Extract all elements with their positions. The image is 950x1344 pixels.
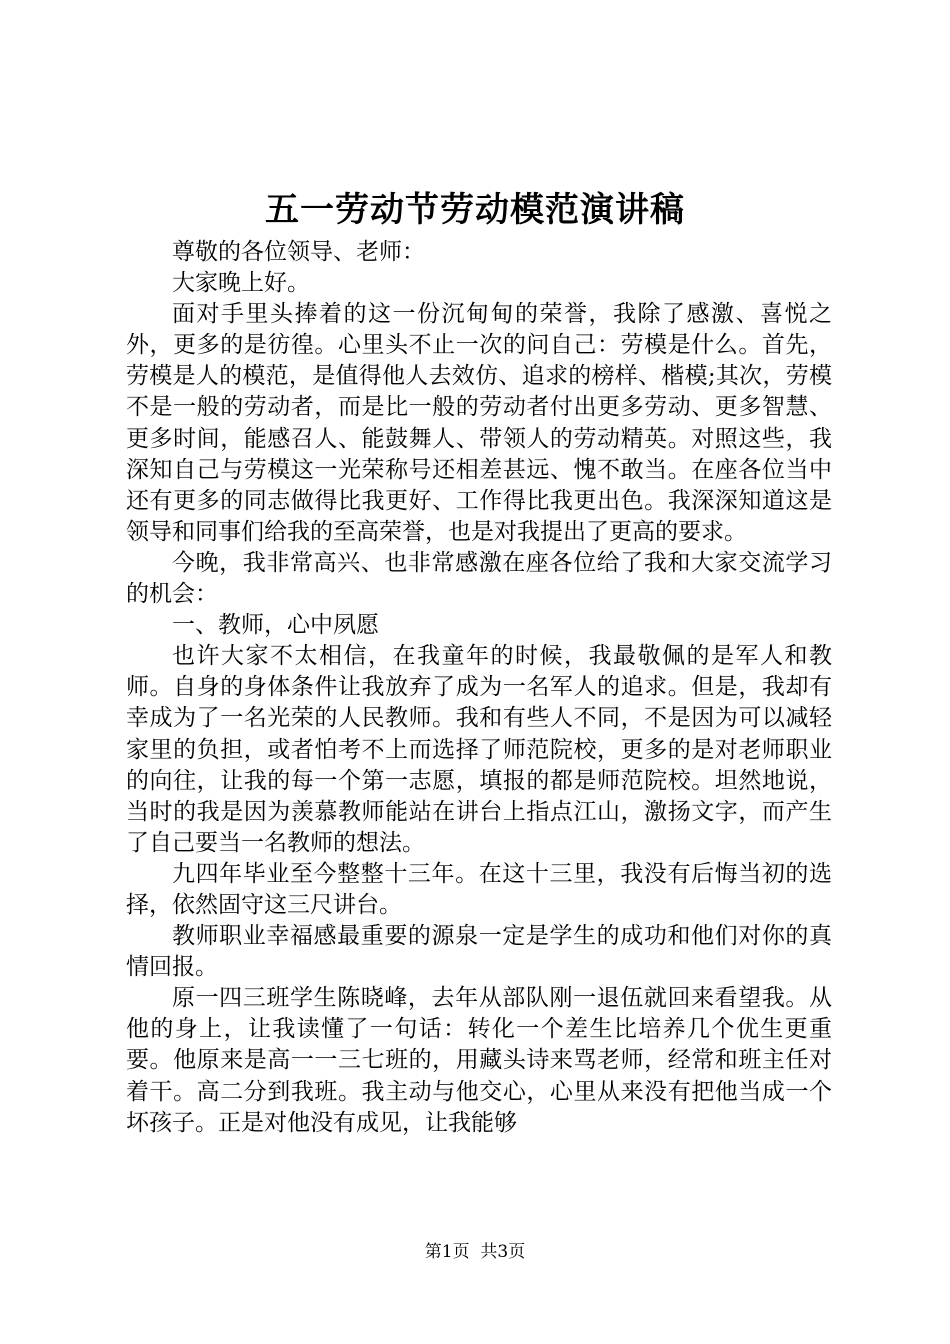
body-paragraph: 九四年毕业至今整整十三年。在这十三里，我没有后悔当初的选择，依然固守这三尺讲台。 bbox=[126, 860, 832, 918]
body-paragraph: 原一四三班学生陈晓峰，去年从部队刚一退伍就回来看望我。从他的身上，让我读懂了一句话：转化一个差生比培养几个优生更重要。他原来是高一一三七班的，用藏头诗来骂老师，经常和班主任对着干。高二分到我班。我主动与他交心，心里从来没有把他当成一个坏孩子。正是对他没有成见，让我能够 bbox=[126, 985, 832, 1136]
greeting-paragraph: 尊敬的各位领导、老师： bbox=[172, 239, 425, 265]
page-number-footer: 第1页 共3页 bbox=[424, 1242, 526, 1262]
body-paragraph: 教师职业幸福感最重要的源泉一定是学生的成功和他们对你的真情回报。 bbox=[126, 923, 832, 981]
section-heading: 一、教师，心中夙愿 bbox=[172, 612, 379, 639]
document-title: 五一劳动节劳动模范演讲稿 bbox=[265, 190, 685, 230]
salutation-paragraph: 大家晚上好。 bbox=[172, 270, 310, 297]
body-paragraph: 今晚，我非常高兴、也非常感激在座各位给了我和大家交流学习的机会： bbox=[126, 549, 832, 608]
document-body bbox=[126, 237, 832, 1139]
body-paragraph: 也许大家不太相信，在我童年的时候，我最敬佩的是军人和教师。自身的身体条件让我放弃了成为一名军人的追求。但是，我却有幸成为了一名光荣的人民教师。我和有些人不同，不是因为可以减轻家里的负担，或者怕考不上而选择了师范院校，更多的是对老师职业的向往，让我的每一个第一志愿，填报的都是师范院校。坦然地说，当时的我是因为羡慕教师能站在讲台上指点江山，激扬文字，而产生了自己要当一名教师的想法。 bbox=[126, 643, 832, 856]
body-paragraph: 面对手里头捧着的这一份沉甸甸的荣誉，我除了感激、喜悦之外，更多的是彷徨。心里头不止一次的问自己：劳模是什么。首先，劳模是人的模范，是值得他人去效仿、追求的榜样、楷模;其次，劳模不是一般的劳动者，而是比一般的劳动者付出更多劳动、更多智慧、更多时间，能感召人、能鼓舞人、带领人的劳动精英。对照这些，我深知自己与劳模这一光荣称号还相差甚远、愧不敢当。在座各位当中还有更多的同志做得比我更好、工作得比我更出色。我深深知道这是领导和同事们给我的至高荣誉，也是对我提出了更高的要求。 bbox=[126, 301, 832, 545]
